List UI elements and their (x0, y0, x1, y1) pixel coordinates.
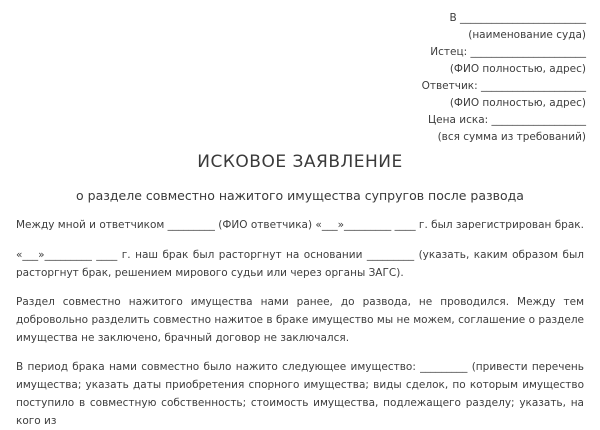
defendant-hint: (ФИО полностью, адрес) (449, 97, 586, 109)
document-title: ИСКОВОЕ ЗАЯВЛЕНИЕ (197, 152, 403, 172)
plaintiff-hint: (ФИО полностью, адрес) (449, 63, 586, 75)
defendant-field: Ответчик: ____________________ (421, 80, 586, 92)
court-header (346, 10, 586, 146)
court-hint: (наименование суда) (468, 29, 586, 41)
paragraph-text: Между мной и ответчиком _________ (ФИО ответчика) «___»_________ ____ г. был зарегистрирован брак. (16, 219, 584, 231)
paragraph-marriage (16, 216, 584, 234)
paragraph-text: В период брака нами совместно было нажито следующее имущество: _________ (привести перечень имущества; указать даты приобретения спорного имущества; виды сделок, по которым имущество поступило в совместную собственность; стоимость имущества, подлежащего разделу; указать, на кого из (16, 361, 584, 427)
claim-price-field: Цена иска: __________________ (428, 114, 586, 126)
paragraph-text: Раздел совместно нажитого имущества нами ранее, до развода, не проводился. Между тем добровольно разделить совместно нажитое в браке имущество мы не можем, соглашение о разделе имущества не заключено, брачный договор не заключался. (16, 296, 584, 344)
document-subtitle: о разделе совместно нажитого имущества супругов после развода (76, 188, 524, 203)
court-field: В ________________________ (449, 12, 586, 24)
plaintiff-field: Истец: ______________________ (430, 46, 586, 58)
paragraph-text: «___»_________ ____ г. наш брак был расторгнут на основании _________ (указать, каким образом был расторгнут брак, решением мирового судьи или через органы ЗАГС). (16, 249, 584, 279)
paragraph-property-division (16, 293, 584, 347)
paragraph-property-list (16, 358, 584, 430)
claim-price-hint: (вся сумма из требований) (437, 131, 586, 143)
paragraph-divorce (16, 246, 584, 282)
